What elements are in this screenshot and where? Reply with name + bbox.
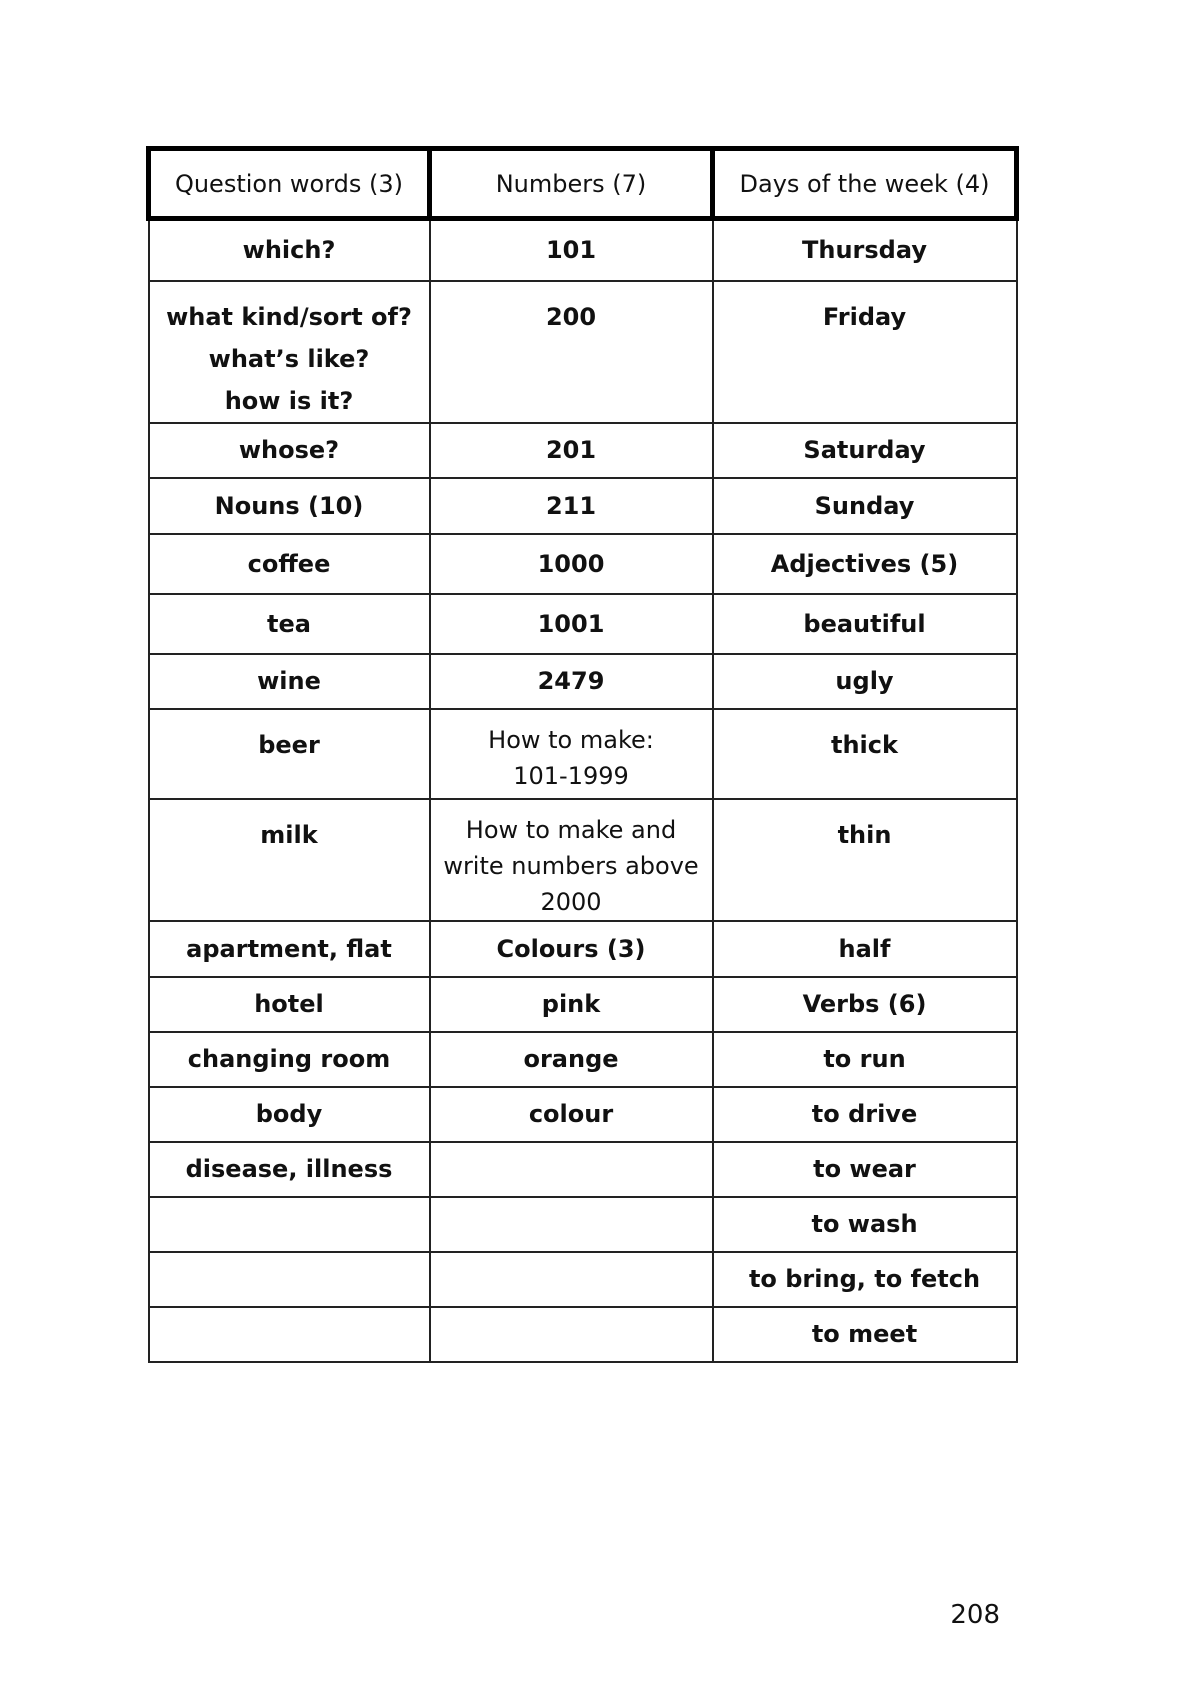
cell-text: to bring, to fetch <box>748 1265 981 1293</box>
table-cell <box>149 654 430 709</box>
cell-text: to wash <box>811 1210 918 1238</box>
table-cell <box>713 1307 1017 1362</box>
cell-text: whose? <box>238 436 340 464</box>
table-row <box>149 1087 1017 1142</box>
cell-text: Sunday <box>814 491 915 520</box>
table-cell <box>713 921 1017 977</box>
cell-text: half <box>838 934 891 963</box>
cell-text: 1001 <box>537 609 605 638</box>
cell-text: hotel <box>254 990 324 1018</box>
table-cell <box>149 1307 430 1362</box>
cell-text: what’s like? <box>208 344 370 373</box>
cell-text: 201 <box>545 436 597 464</box>
table-row <box>149 977 1017 1032</box>
cell-text: 101 <box>545 236 597 265</box>
table-cell <box>713 654 1017 709</box>
table-row <box>149 423 1017 478</box>
cell-text: Colours (3) <box>496 934 646 963</box>
table-cell <box>430 921 713 977</box>
table-cell <box>430 423 713 478</box>
table-cell <box>713 709 1017 799</box>
table-cell <box>149 1032 430 1087</box>
cell-text: to run <box>823 1045 906 1073</box>
cell-text: thick <box>831 730 898 759</box>
cell-text: how is it? <box>224 386 354 415</box>
table-cell <box>713 594 1017 654</box>
cell-text: Adjectives (5) <box>770 549 959 578</box>
cell-text: colour <box>528 1100 614 1128</box>
cell-text: How to make and <box>465 815 677 844</box>
cell-text: Nouns (10) <box>214 491 364 520</box>
vocabulary-table <box>146 146 1019 1363</box>
cell-text: 2479 <box>537 667 605 695</box>
table-row <box>149 1197 1017 1252</box>
cell-text: tea <box>267 609 311 638</box>
cell-text: 101-1999 <box>513 761 629 790</box>
table-cell <box>713 219 1017 281</box>
cell-text: 1000 <box>537 549 605 578</box>
table-cell <box>430 1197 713 1252</box>
cell-text: to wear <box>813 1155 916 1183</box>
cell-text: 2000 <box>540 887 602 916</box>
table-cell <box>430 1142 713 1197</box>
cell-text: Saturday <box>803 436 926 464</box>
cell-text: coffee <box>247 549 331 578</box>
table-cell <box>149 1142 430 1197</box>
cell-text: Verbs (6) <box>802 990 927 1018</box>
cell-text: How to make: <box>488 725 654 754</box>
table-row <box>149 1307 1017 1362</box>
page-number: 208 <box>950 1600 1000 1630</box>
table-cell <box>430 654 713 709</box>
table-cell <box>430 1307 713 1362</box>
table-row <box>149 921 1017 977</box>
table-cell <box>149 1252 430 1307</box>
table-cell <box>149 478 430 534</box>
cell-text: beautiful <box>803 609 926 638</box>
table-cell <box>149 1087 430 1142</box>
table-cell <box>713 1087 1017 1142</box>
table-cell <box>149 594 430 654</box>
table-cell <box>149 1197 430 1252</box>
cell-text: what kind/sort of? <box>166 302 412 331</box>
table-row <box>149 799 1017 921</box>
table-row <box>149 534 1017 594</box>
table-cell <box>149 921 430 977</box>
table-row <box>149 478 1017 534</box>
table-cell <box>713 799 1017 921</box>
table-cell <box>713 977 1017 1032</box>
table-cell <box>149 423 430 478</box>
table-row <box>149 1032 1017 1087</box>
table-cell <box>430 799 713 921</box>
table-cell <box>713 534 1017 594</box>
cell-text: wine <box>257 667 321 695</box>
table-cell <box>713 1197 1017 1252</box>
cell-text: Thursday <box>802 236 927 265</box>
table-row <box>149 709 1017 799</box>
cell-text: 211 <box>545 491 597 520</box>
table-row <box>149 219 1017 281</box>
table-cell <box>713 1252 1017 1307</box>
header-question-words: Question words (3) <box>149 149 430 219</box>
table-cell <box>149 977 430 1032</box>
table-cell <box>430 219 713 281</box>
cell-text: to meet <box>811 1320 918 1348</box>
table-cell <box>713 478 1017 534</box>
cell-text: disease, illness <box>185 1155 393 1183</box>
table-cell <box>149 281 430 423</box>
table-cell <box>713 1142 1017 1197</box>
table-row <box>149 1252 1017 1307</box>
cell-text: Friday <box>822 302 907 331</box>
cell-text: changing room <box>187 1045 391 1073</box>
table-cell <box>149 219 430 281</box>
table-cell <box>430 1252 713 1307</box>
table-row <box>149 1142 1017 1197</box>
table-cell <box>149 799 430 921</box>
table-cell <box>430 1032 713 1087</box>
table-header-row <box>149 149 1017 219</box>
cell-text: pink <box>541 990 601 1018</box>
cell-text: milk <box>260 820 318 849</box>
table-cell <box>430 534 713 594</box>
table-row <box>149 654 1017 709</box>
table-cell <box>713 1032 1017 1087</box>
header-numbers: Numbers (7) <box>430 149 713 219</box>
table-cell <box>430 709 713 799</box>
table-cell <box>430 281 713 423</box>
cell-text: which? <box>242 236 336 265</box>
table-cell <box>713 281 1017 423</box>
table-row <box>149 281 1017 423</box>
cell-text: ugly <box>835 667 894 695</box>
table-cell <box>430 594 713 654</box>
cell-text: write numbers above <box>443 851 699 880</box>
table-cell <box>430 478 713 534</box>
cell-text: body <box>255 1100 323 1128</box>
table-row <box>149 594 1017 654</box>
table-cell <box>149 709 430 799</box>
cell-text: beer <box>258 730 320 759</box>
header-days-of-the-week: Days of the week (4) <box>713 149 1017 219</box>
table-cell <box>149 534 430 594</box>
table-cell <box>430 1087 713 1142</box>
cell-text: to drive <box>811 1100 918 1128</box>
table-cell <box>430 977 713 1032</box>
cell-text: apartment, flat <box>186 934 392 963</box>
table-body <box>149 219 1017 1362</box>
table-cell <box>713 423 1017 478</box>
cell-text: 200 <box>545 302 597 331</box>
cell-text: thin <box>837 820 892 849</box>
cell-text: orange <box>523 1045 619 1073</box>
